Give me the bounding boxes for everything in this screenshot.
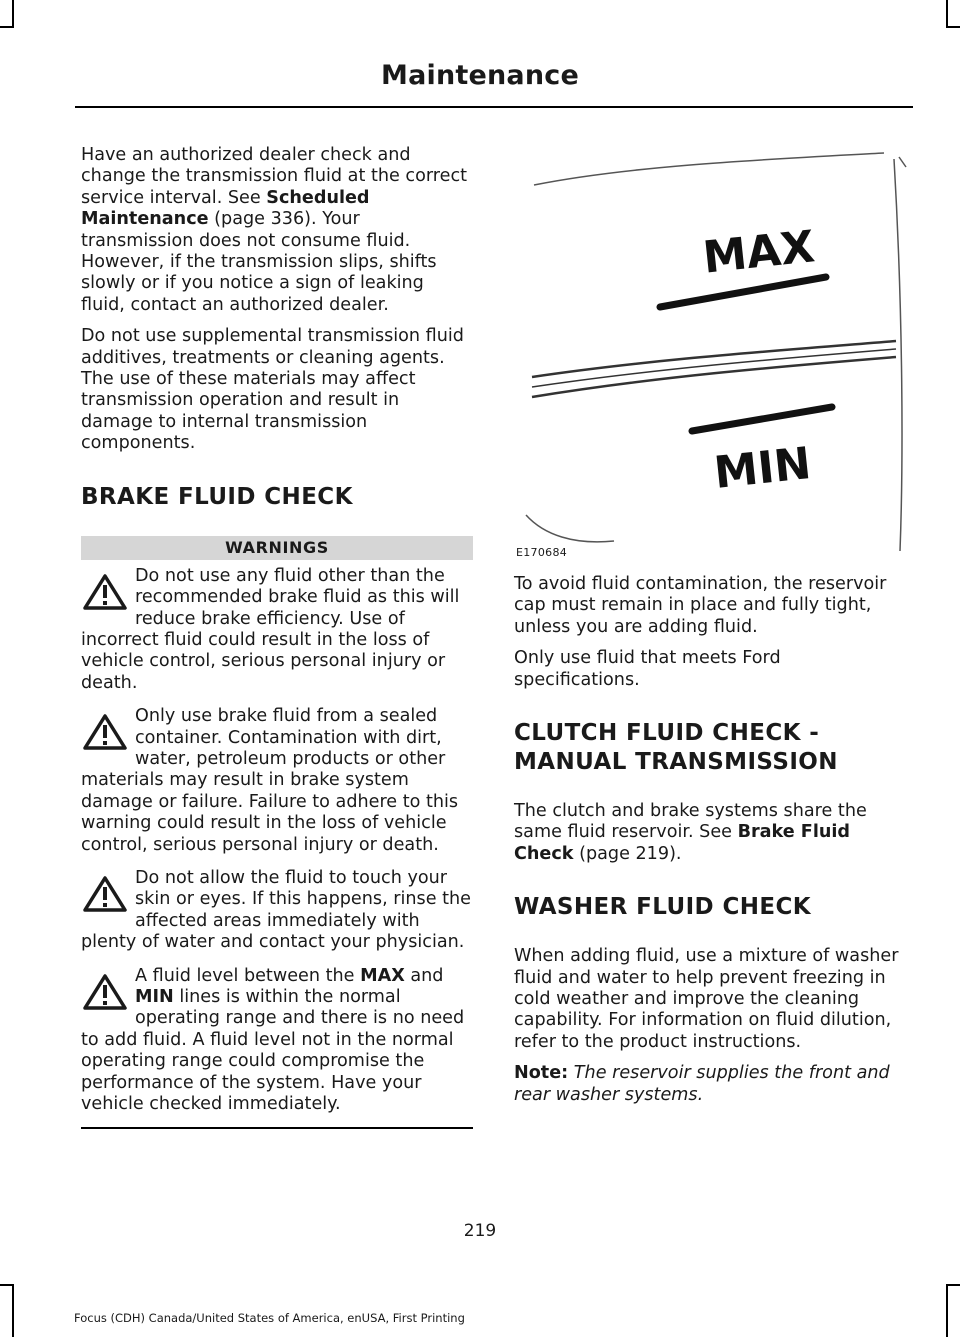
warning-item xyxy=(81,966,473,1116)
crop-mark xyxy=(946,0,948,28)
clutch-paragraph xyxy=(514,801,906,865)
scheduled-maintenance-link[interactable]: Scheduled Maintenance xyxy=(81,187,370,230)
warning-item xyxy=(81,566,473,694)
ford-spec-paragraph: Only use fluid that meets Ford specifications. xyxy=(514,648,781,690)
warning-triangle-icon xyxy=(81,874,129,914)
min-term: MIN xyxy=(135,987,174,1007)
page-number: 219 xyxy=(463,1221,497,1241)
paragraph-text: The clutch and brake systems share the same fluid reservoir. See xyxy=(514,801,867,843)
crop-mark xyxy=(0,26,14,28)
left-column xyxy=(81,145,473,1129)
note-text: The reservoir supplies the front and rear washer systems. xyxy=(514,1063,890,1105)
min-label: MIN xyxy=(711,438,814,499)
max-term: MAX xyxy=(360,965,405,986)
warning-text: Only use brake fluid from a sealed container. Contamination with dirt, water, petroleum products or other materials may result in brake system damage or failure. Failure to adhere to this warning could result in the loss of vehicle control, serious personal injury or death. xyxy=(81,706,459,855)
contamination-paragraph: To avoid fluid contamination, the reservoir cap must remain in place and fully tight, unless you are adding fluid. xyxy=(514,574,887,637)
warning-text xyxy=(81,966,464,1114)
warning-item xyxy=(81,706,473,856)
clutch-heading-line1: CLUTCH FLUID CHECK - xyxy=(514,720,820,747)
warnings-header: WARNINGS xyxy=(81,536,473,560)
transmission-fluid-paragraph xyxy=(81,145,473,316)
washer-paragraph: When adding fluid, use a mixture of washer fluid and water to help prevent freezing in cold weather and improve the cleaning capability. For information on fluid dilution, refer to the product instructions. xyxy=(514,946,899,1052)
brake-fluid-check-link[interactable]: Brake Fluid Check xyxy=(514,822,851,864)
washer-fluid-heading: WASHER FLUID CHECK xyxy=(514,894,812,921)
clutch-heading-line2: MANUAL TRANSMISSION xyxy=(514,749,838,776)
crop-mark xyxy=(946,1284,960,1286)
warning-text-part: lines is within the normal operating range and there is no need to add fluid. A fluid level not in the normal operating range could compromise the performance of the system. Have your vehicle checked immediately. xyxy=(81,987,465,1115)
additives-paragraph: Do not use supplemental transmission fluid additives, treatments or cleaning agents. The use of these materials may affect transmission operation and result in damage to internal transmission components. xyxy=(81,326,464,454)
note-label: Note: xyxy=(514,1063,569,1084)
warning-triangle-icon xyxy=(81,712,129,752)
reservoir-illustration xyxy=(514,145,912,561)
warning-triangle-icon xyxy=(81,572,129,612)
crop-mark xyxy=(12,0,14,28)
paragraph-text: (page 219). xyxy=(573,843,682,864)
warning-item xyxy=(81,868,473,954)
warning-text: Do not use any fluid other than the recommended brake fluid as this will reduce brake efficiency. Use of incorrect fluid could result in the loss of vehicle control, serious personal injury or death. xyxy=(81,565,460,693)
warning-text-part: and xyxy=(404,965,444,986)
crop-mark xyxy=(946,26,960,28)
right-column xyxy=(514,574,906,1116)
brake-fluid-heading: BRAKE FLUID CHECK xyxy=(81,483,353,510)
warning-text: Do not allow the fluid to touch your skin or eyes. If this happens, rinse the affected areas immediately with plenty of water and contact your physician. xyxy=(81,867,471,953)
header-divider xyxy=(75,106,913,108)
crop-mark xyxy=(12,1284,14,1337)
paragraph-text: (page 336). Your transmission does not consume fluid. However, if the transmission slips, shifts slowly or if you notice a sign of leaking fluid, contact an authorized dealer. xyxy=(81,209,437,315)
crop-mark xyxy=(946,1284,948,1337)
page-title: Maintenance xyxy=(381,60,579,91)
note-paragraph xyxy=(514,1063,906,1106)
max-label: MAX xyxy=(700,221,818,284)
paragraph-text: Have an authorized dealer check and change the transmission fluid at the correct service interval. See xyxy=(81,145,468,208)
footer-text: Focus (CDH) Canada/United States of America, enUSA, First Printing xyxy=(74,1311,465,1325)
figure-id: E170684 xyxy=(516,546,568,559)
warning-text-part: A fluid level between the xyxy=(135,965,361,986)
warning-triangle-icon xyxy=(81,972,129,1012)
warnings-end-rule xyxy=(81,1127,473,1129)
crop-mark xyxy=(0,1284,14,1286)
